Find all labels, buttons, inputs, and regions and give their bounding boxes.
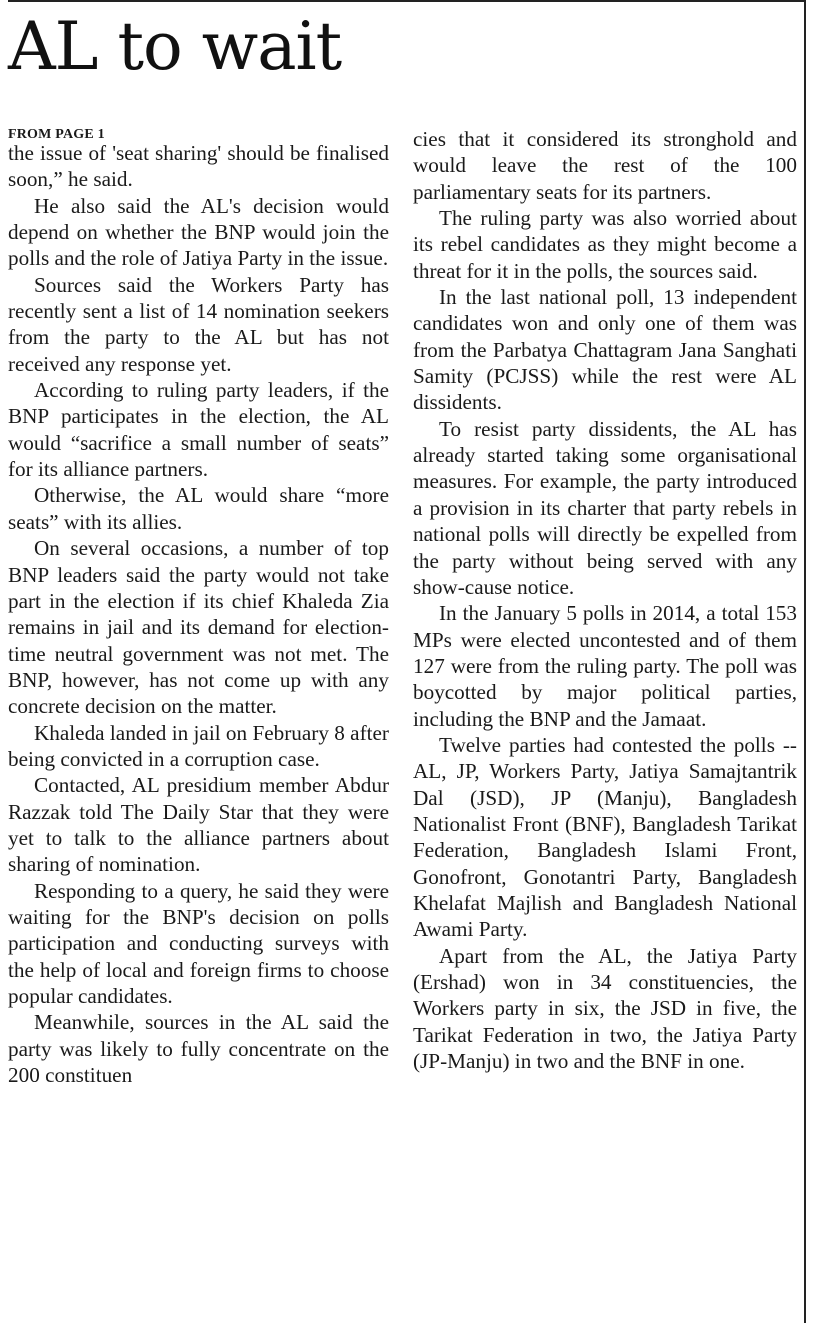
paragraph: Contacted, AL presidium member Abdur Razzak told The Daily Star that they were yet to talk to the alliance partners about sharing of nomination.: [8, 773, 389, 877]
paragraph: the issue of 'seat sharing' should be finalised soon,” he said.: [8, 141, 389, 192]
paragraph: In the January 5 polls in 2014, a total 153 MPs were elected uncontested and of them 127 were from the ruling party. The poll was boycotted by major political parties, including the BNP and the Jamaat.: [413, 601, 797, 731]
paragraph: Otherwise, the AL would share “more seats” with its allies.: [8, 483, 389, 534]
kicker: FROM PAGE 1: [8, 127, 105, 142]
right-border-rule: [804, 0, 806, 1323]
paragraph: He also said the AL's decision would depend on whether the BNP would join the polls and the role of Jatiya Party in the issue.: [8, 193, 389, 271]
paragraph: On several occasions, a number of top BNP leaders said the party would not take part in the election if its chief Khaleda Zia remains in jail and its demand for election-time neutral government was not met. The BNP, however, has not come up with any concrete decision on the matter.: [8, 536, 389, 719]
paragraph: Meanwhile, sources in the AL said the party was likely to fully concentrate on the 200 constituen: [8, 1010, 389, 1088]
top-border-rule: [8, 0, 806, 2]
paragraph: Responding to a query, he said they were waiting for the BNP's decision on polls participation and conducting surveys with the help of local and foreign firms to choose popular candidates.: [8, 878, 389, 1008]
article-column-right: [413, 126, 797, 1074]
paragraph: Sources said the Workers Party has recently sent a list of 14 nomination seekers from the party to the AL but has not received any response yet.: [8, 272, 389, 376]
paragraph: Khaleda landed in jail on February 8 after being convicted in a corruption case.: [8, 720, 389, 771]
paragraph: Apart from the AL, the Jatiya Party (Ershad) won in 34 constituencies, the Workers party in six, the JSD in five, the Tarikat Federation in two, the Jatiya Party (JP-Manju) in two and the BNF in one.: [413, 943, 797, 1074]
headline: AL to wait: [8, 8, 342, 85]
paragraph: In the last national poll, 13 independent candidates won and only one of them was from the Parbatya Chattagram Jana Sanghati Samity (PCJSS) while the rest were AL dissidents.: [413, 285, 797, 415]
paragraph: According to ruling party leaders, if the BNP participates in the election, the AL would “sacrifice a small number of seats” for its alliance partners.: [8, 378, 389, 482]
article-column-left: [8, 126, 389, 1088]
paragraph: To resist party dissidents, the AL has already started taking some organisational measures. For example, the party introduced a provision in its charter that party rebels in national polls will directly be expelled from the party without being served with any show-cause notice.: [413, 416, 797, 599]
paragraph: cies that it considered its stronghold and would leave the rest of the 100 parliamentary seats for its partners.: [413, 127, 797, 204]
paragraph: Twelve parties had contested the polls -- AL, JP, Workers Party, Jatiya Samajtantrik Dal (JSD), JP (Manju), Bangladesh Nationalist Front (BNF), Bangladesh Tarikat Federation, Bangladesh Islami Front, Gonofront, Gonotantri Party, Bangladesh Khelafat Majlish and Bangladesh National Awami Party.: [413, 732, 797, 942]
paragraph: The ruling party was also worried about its rebel candidates as they might become a threat for it in the polls, the sources said.: [413, 206, 797, 283]
